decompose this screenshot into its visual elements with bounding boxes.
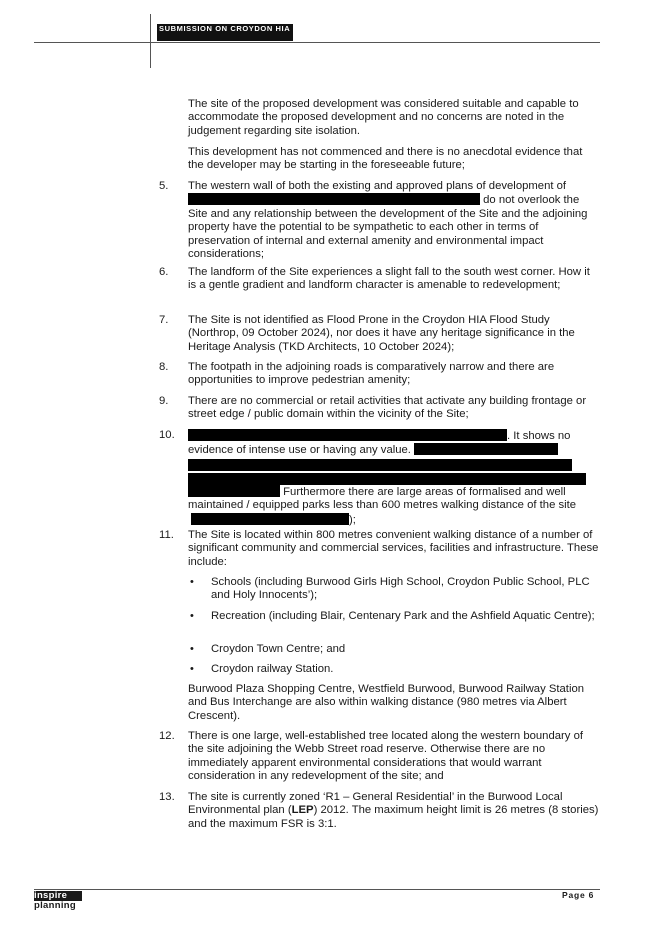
- header-vertical-rule: [150, 14, 151, 68]
- item-number: 5.: [159, 180, 169, 192]
- item-text-cont: Furthermore there are large areas of formalised and well maintained / equipped parks less than 600 metres walking distance of the site: [188, 485, 577, 512]
- item-text: The Site is located within 800 metres convenient walking distance of a number of significant community and commercial services, facilities and infrastructure. These include:: [188, 529, 599, 568]
- bullet-icon: •: [190, 576, 194, 588]
- company-logo: [34, 891, 82, 911]
- item-11-followup: Burwood Plaza Shopping Centre, Westfield Burwood, Burwood Railway Station and Bus Interchange are also within walking distance (980 metres via Albert Crescent).: [188, 683, 585, 722]
- bullet-icon: •: [190, 663, 194, 675]
- item-number: 8.: [159, 361, 169, 373]
- intro-paragraph-1: The site of the proposed development was considered suitable and capable to accommodate the proposed development and no concerns are noted in the judgement regarding site isolation.: [188, 98, 579, 137]
- item-text-cont: do not overlook the Site and any relationship between the development of the Site and the adjoining property have the potential to be sympathetic to each other in terms of preservation of internal and external amenity and environmental impact considerations;: [188, 194, 588, 261]
- item-number: 9.: [159, 395, 169, 407]
- redaction-block: [188, 473, 586, 485]
- item-text: . It shows no evidence of intense use or having any value.: [188, 430, 571, 457]
- item-text-cont: ) 2012. The maximum height limit is 26 metres (8 stories) and the maximum FSR is 3:1.: [188, 804, 599, 830]
- page-number: Page 6: [562, 890, 595, 900]
- item-text: The Site is not identified as Flood Prone in the Croydon HIA Flood Study (Northrop, 09 October 2024), nor does it have any heritage significance in the Heritage Analysis (TKD Architects, 10 October 2024);: [188, 314, 575, 353]
- logo-top: inspire: [34, 891, 82, 901]
- footer-rule: [34, 889, 600, 890]
- header-horizontal-rule: [34, 42, 600, 43]
- logo-bottom: planning: [34, 900, 76, 911]
- item-text-end: );: [349, 513, 356, 526]
- item-number: 6.: [159, 266, 169, 278]
- item-number: 11.: [159, 529, 174, 541]
- item-text-bold: LEP: [291, 804, 314, 817]
- bullet-text: Recreation (including Blair, Centenary Park and the Ashfield Aquatic Centre);: [211, 610, 595, 622]
- item-text: The footpath in the adjoining roads is comparatively narrow and there are opportunities to improve pedestrian amenity;: [188, 361, 555, 387]
- bullet-icon: •: [190, 643, 194, 655]
- redaction-block: [191, 513, 349, 525]
- item-text: There is one large, well-established tree located along the western boundary of the site adjoining the Webb Street road reserve. Otherwise there are no immediately apparent environmental considerations that would warrant consideration in any redevelopment of the site; and: [188, 730, 583, 783]
- bullet-icon: •: [190, 610, 194, 622]
- item-text: The western wall of both the existing and approved plans of development of: [188, 180, 567, 192]
- item-text: There are no commercial or retail activities that activate any building frontage or street edge / public domain within the vicinity of the Site;: [188, 395, 587, 421]
- header-title: SUBMISSION ON CROYDON HIA: [157, 24, 293, 41]
- item-text: The site is currently zoned ‘R1 – General Residential’ in the Burwood Local Environmental plan (: [188, 791, 563, 817]
- item-number: 13.: [159, 791, 175, 803]
- bullet-text: Schools (including Burwood Girls High School, Croydon Public School, PLC and Holy Innocents’);: [211, 576, 590, 602]
- item-number: 10.: [159, 429, 175, 441]
- redaction-block: [188, 485, 280, 497]
- redaction-block: [188, 459, 572, 471]
- redaction-block: [414, 443, 558, 455]
- item-number: 7.: [159, 314, 169, 326]
- redaction-block: [188, 193, 480, 205]
- bullet-text: Croydon Town Centre; and: [211, 643, 346, 655]
- item-number: 12.: [159, 730, 175, 742]
- intro-paragraph-2: This development has not commenced and there is no anecdotal evidence that the developer may be starting in the foreseeable future;: [188, 146, 583, 172]
- redaction-block: [188, 429, 507, 441]
- item-text: The landform of the Site experiences a slight fall to the south west corner. How it is a gentle gradient and landform character is amenable to redevelopment;: [188, 266, 590, 292]
- bullet-text: Croydon railway Station.: [211, 663, 334, 675]
